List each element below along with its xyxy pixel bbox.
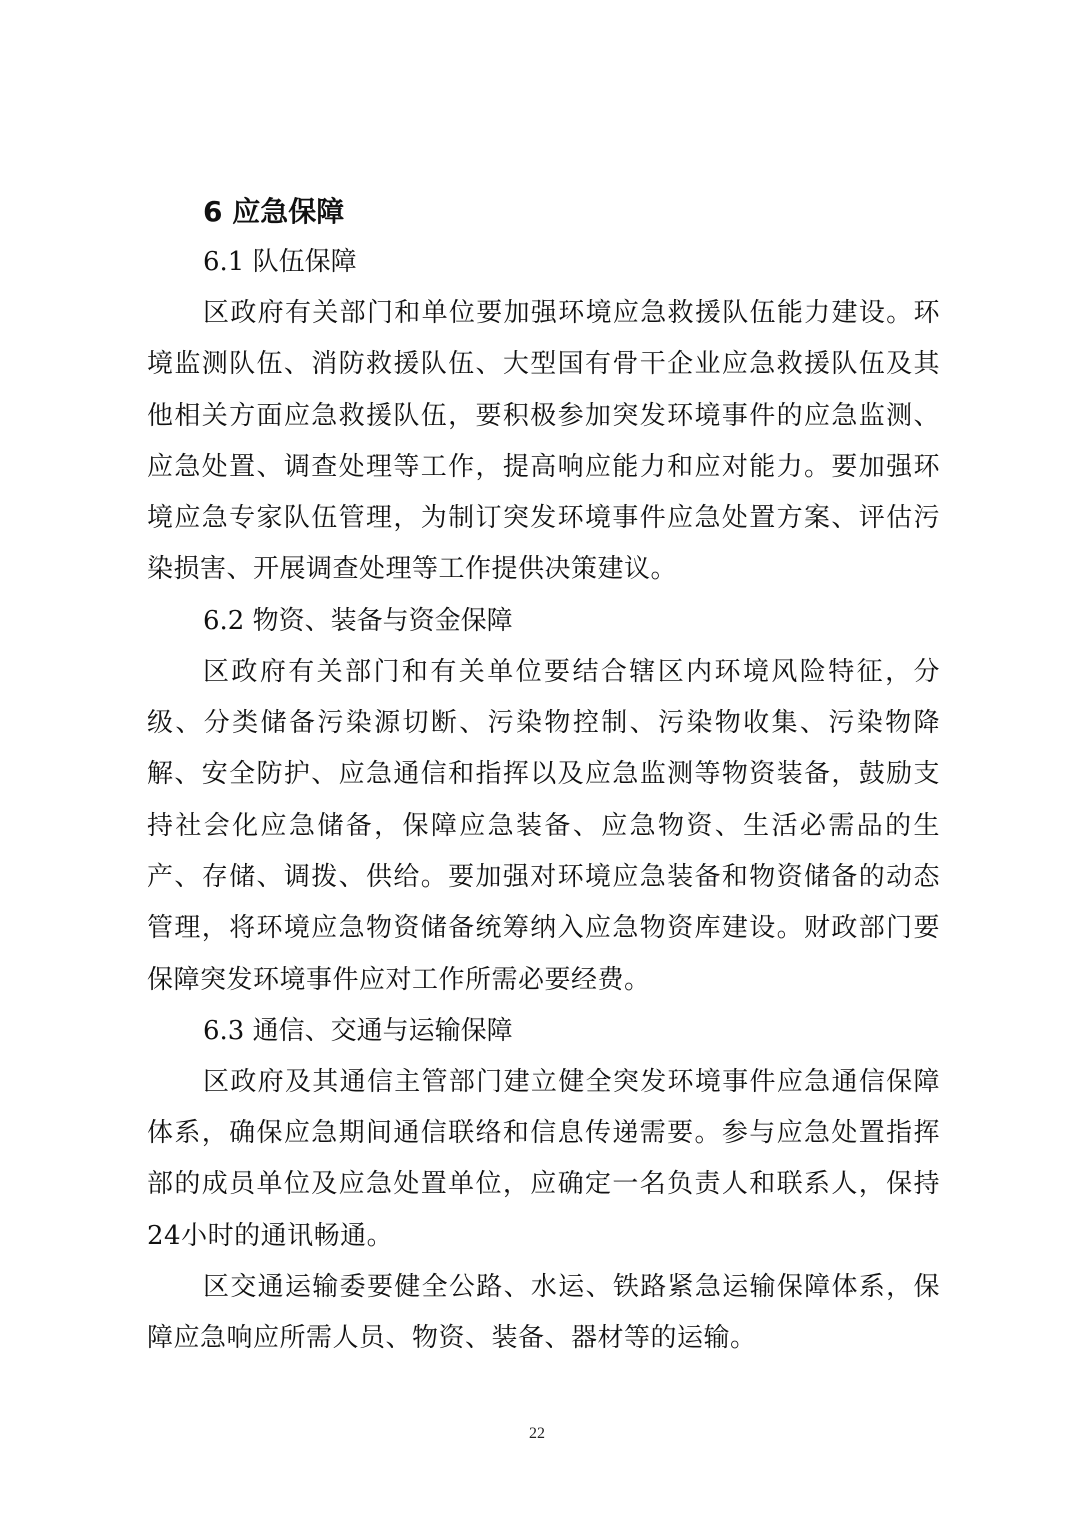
page-number: 22 (529, 1425, 545, 1442)
subsection-heading-6-3: 6.3 通信、交通与运输保障 (203, 1015, 513, 1046)
page-content (147, 186, 940, 1365)
section-heading: 6 应急保障 (203, 195, 345, 228)
paragraph-transport-support: 区交通运输委要健全公路、水运、铁路紧急运输保障体系，保障应急响应所需人员、物资、装备、器材等的运输。 (147, 1272, 940, 1354)
subsection-heading-6-1: 6.1 队伍保障 (203, 247, 357, 277)
paragraph-material-equipment-funding: 区政府有关部门和有关单位要结合辖区内环境风险特征，分级、分类储备污染源切断、污染物控制、污染物收集、污染物降解、安全防护、应急通信和指挥以及应急监测等物资装备，鼓励支持社会化应急储备，保障应急装备、应急物资、生活必需品的生产、存储、调拨、供给。要加强对环境应急装备和物资储备的动态管理，将环境应急物资储备统筹纳入应急物资库建设。财政部门要保障突发环境事件应对工作所需必要经费。 (147, 656, 940, 995)
subsection-heading-6-2: 6.2 物资、装备与资金保障 (203, 605, 513, 636)
paragraph-team-support: 区政府有关部门和单位要加强环境应急救援队伍能力建设。环境监测队伍、消防救援队伍、大型国有骨干企业应急救援队伍及其他相关方面应急救援队伍，要积极参加突发环境事件的应急监测、应急处置、调查处理等工作，提高响应能力和应对能力。要加强环境应急专家队伍管理，为制订突发环境事件应急处置方案、评估污染损害、开展调查处理等工作提供决策建议。 (147, 298, 940, 585)
paragraph-communication-support: 区政府及其通信主管部门建立健全突发环境事件应急通信保障体系，确保应急期间通信联络和信息传递需要。参与应急处置指挥部的成员单位及应急处置单位，应确定一名负责人和联系人，保持24小时的通讯畅通。 (147, 1066, 940, 1251)
